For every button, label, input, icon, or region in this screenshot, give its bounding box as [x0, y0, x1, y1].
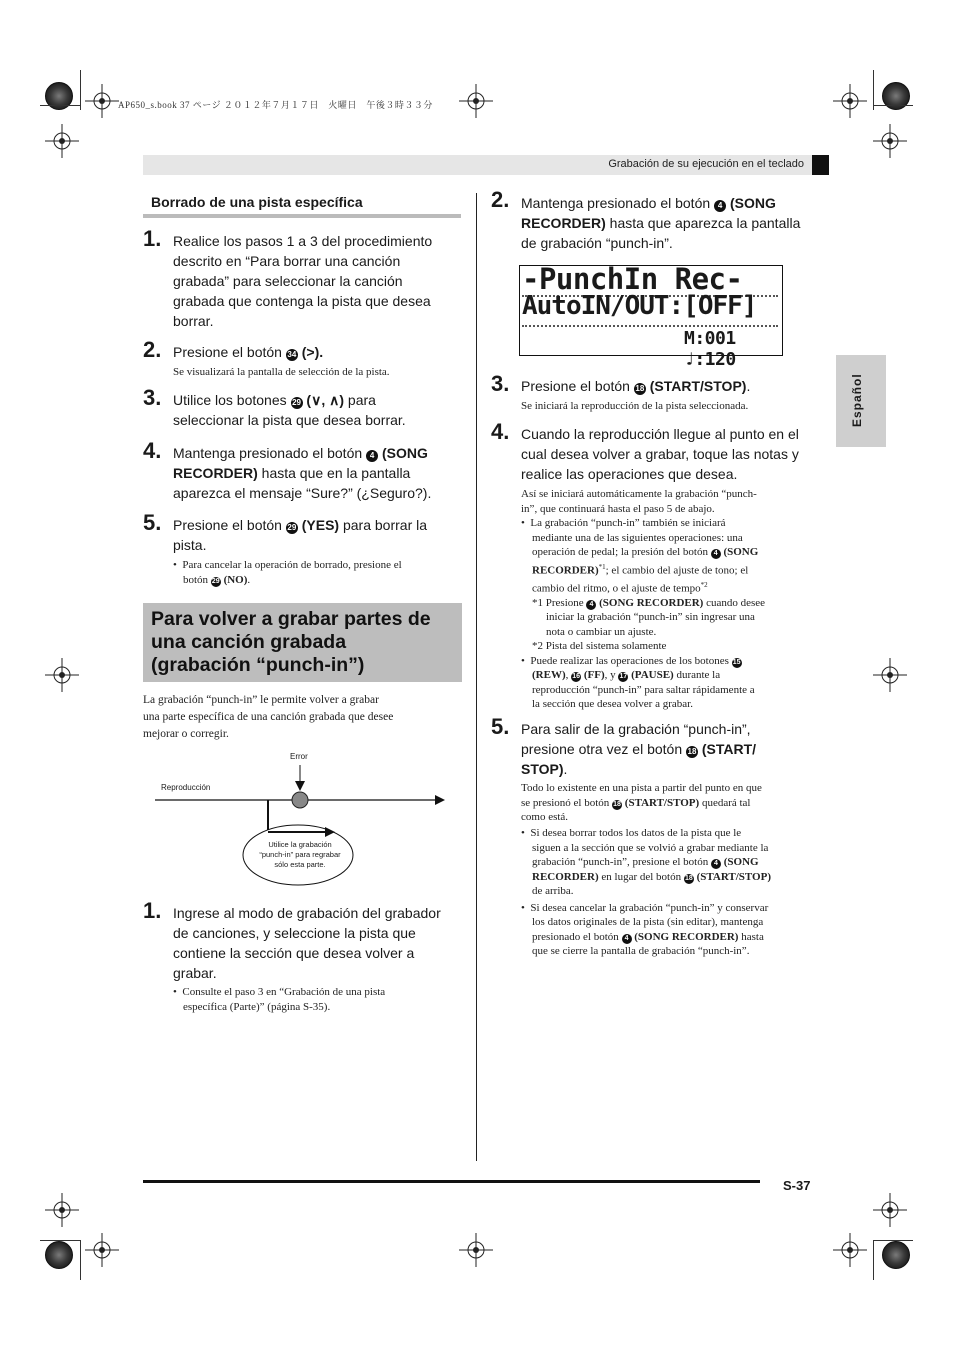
step-number: 3. — [143, 385, 162, 410]
button-number-icon: 4 — [711, 859, 721, 869]
crosshair-icon — [45, 124, 79, 158]
button-number-icon: 18 — [613, 800, 621, 808]
registration-disc — [45, 1241, 73, 1269]
step-text: Presione el botón 34 (>). — [173, 344, 324, 360]
button-number-icon: 15 — [732, 658, 741, 666]
crop-mark — [80, 1240, 81, 1280]
step-number: 4. — [491, 419, 510, 444]
chevron-down-icon: ∨ — [311, 392, 322, 408]
crosshair-icon — [85, 1233, 119, 1267]
crosshair-icon — [45, 1193, 79, 1227]
step-number: 1. — [143, 226, 162, 251]
registration-disc — [882, 1241, 910, 1269]
lcd-line-1: -PunchIn Rec- — [522, 262, 743, 296]
crosshair-icon — [45, 658, 79, 692]
crosshair-icon — [833, 1233, 867, 1267]
crop-mark — [873, 1240, 874, 1280]
crosshair-icon — [873, 658, 907, 692]
header-title: Grabación de su ejecución en el teclado — [608, 158, 804, 170]
button-number-icon: 29 — [287, 523, 297, 532]
button-number-icon: 17 — [619, 673, 628, 681]
step-number: 4. — [143, 438, 162, 463]
step-number: 2. — [143, 337, 162, 362]
chevron-up-icon: ∧ — [329, 392, 340, 408]
diagram-error-label: Error — [290, 752, 308, 761]
section-title: Borrado de una pista específica — [151, 194, 363, 210]
button-number-icon: 4 — [586, 600, 596, 610]
header-marker — [812, 155, 829, 175]
crosshair-icon — [873, 124, 907, 158]
intro-text: La grabación “punch-in” le permite volver a grabar una parte específica de una canción grabada que desee mejorar o corregir. — [143, 694, 394, 740]
button-number-icon: 29 — [292, 398, 301, 407]
chevron-right-icon: > — [306, 344, 315, 360]
crosshair-icon — [873, 1193, 907, 1227]
step-number: 5. — [491, 714, 510, 739]
button-number-icon: 4 — [714, 200, 726, 212]
step-text: Ingrese al modo de grabación del grabador de canciones, y seleccione la pista que contiene la sección que desea volver a grabar. — [173, 905, 441, 981]
step-text: Para salir de la grabación “punch-in”, presione otra vez el botón 18 (START/ STOP). — [521, 721, 757, 777]
lcd-display — [519, 262, 783, 370]
button-number-icon: 4 — [711, 549, 721, 559]
bullet-note: • La grabación “punch-in” también se iniciará mediante una de las siguientes operaciones: una operación de pedal; la presión del botón 4 (SONG RECORDER)$^{*1}$; el cambio del ajuste de tono; el cambio del ritmo, o el ajuste de tempo$^{*2}$ *1 Presione 4 (SONG RECORDER) cuando desee iniciar la grabación “punch-in” sin ingresar una nota o cambiar un ajuste. *2 Pista del sistema solamente • Puede realizar las operaciones de los botones 15 (REW), 16 (FF), y 17 (PAUSE) durante la reproducción “punch-in” para saltar rápidamente a la sección que desea volver a grabar. — [521, 517, 766, 711]
crosshair-icon — [833, 84, 867, 118]
step-number: 5. — [143, 510, 162, 535]
bullet-note: • Para cancelar la operación de borrado, presione el botón 29 (NO). — [173, 559, 402, 586]
step-number: 3. — [491, 371, 510, 396]
step-text: Utilice los botones 29 (∨, ∧) para seleccionar la pista que desea borrar. — [173, 392, 406, 428]
chapter-title: Para volver a grabar partes de una canción grabada (grabación “punch-in”) — [151, 608, 431, 676]
language-tab-label: Español — [850, 373, 864, 427]
chapter-title-box — [143, 603, 462, 682]
step-note: Todo lo existente en una pista a partir del punto en que se presionó el botón 18 (START/STOP) quedará tal como está. — [521, 782, 762, 823]
crop-mark — [873, 1240, 913, 1241]
crosshair-icon — [85, 84, 119, 118]
step-note: Se iniciará la reproducción de la pista seleccionada. — [521, 400, 749, 412]
step-text: Presione el botón 29 (YES) para borrar la pista. — [173, 517, 428, 553]
button-number-icon: 18 — [635, 384, 645, 393]
diagram-bubble-text: Utilice la grabación “punch-in” para regrabar sólo esta parte. — [259, 840, 341, 869]
step-number: 2. — [491, 187, 510, 212]
button-number-icon: 34 — [287, 350, 297, 359]
button-number-icon: 4 — [366, 450, 378, 462]
lcd-line-2: AutoIN/OUT:[OFF] — [522, 291, 757, 321]
print-info: AP650_s.book 37 ページ ２０１２年７月１７日 火曜日 午後３時３３分 — [118, 100, 433, 110]
crosshair-icon — [459, 1233, 493, 1267]
crop-mark — [873, 105, 913, 106]
crop-mark — [40, 105, 80, 106]
bullet-note: • Si desea borrar todos los datos de la pista que le siguen a la sección que se volvió a grabar mediante la grabación “punch-in”, presione el botón 4 (SONG RECORDER) en lugar del botón 18 (START/STOP) de arriba. • Si desea cancelar la grabación “punch-in” y conservar los datos originales de la pista (sin editar), mantenga presionado el botón 4 (SONG RECORDER) hasta que se cierre la pantalla de grabación “punch-in”. — [521, 827, 771, 957]
page-number: S-37 — [783, 1178, 811, 1193]
footer-rule — [143, 1180, 760, 1183]
button-number-icon: 18 — [687, 747, 697, 756]
step-number: 1. — [143, 898, 162, 923]
step-text: Mantenga presionado el botón 4 (SONG RECORDER) hasta que en la pantalla aparezca el mensaje “Sure?” (¿Seguro?). — [173, 445, 432, 501]
crop-mark — [873, 70, 874, 110]
button-number-icon: 16 — [572, 673, 580, 681]
diagram-playback-label: Reproducción — [161, 783, 211, 792]
step-text: Mantenga presionado el botón 4 (SONG RECORDER) hasta que aparezca la pantalla de grabación “punch-in”. — [521, 195, 801, 251]
step-text: Realice los pasos 1 a 3 del procedimiento descrito en “Para borrar una canción grabada” para seleccionar la canción grabada que contenga la pista que desea borrar. — [173, 233, 433, 329]
step-note: Así se iniciará automáticamente la grabación “punch- in”, que continuará hasta el paso 5 de abajo. — [521, 488, 757, 515]
step-text: Presione el botón 18 (START/STOP). — [521, 378, 751, 394]
crop-mark — [80, 70, 81, 110]
section-rule — [143, 214, 461, 218]
button-number-icon: 4 — [622, 934, 632, 944]
button-number-icon: 29 — [211, 577, 220, 585]
crosshair-icon — [459, 84, 493, 118]
lcd-line-3: M:001 ♩:120 — [684, 328, 736, 370]
button-number-icon: 18 — [684, 874, 693, 882]
language-tab — [836, 355, 886, 447]
bullet-note: • Consulte el paso 3 en “Grabación de una pista específica (Parte)” (página S-35). — [173, 986, 386, 1013]
crop-mark — [40, 1240, 80, 1241]
step-text: Cuando la reproducción llegue al punto en el cual desea volver a grabar, toque las notas y realice las operaciones que desea. — [521, 426, 799, 482]
column-divider — [476, 193, 477, 1161]
step-note: Se visualizará la pantalla de selección de la pista. — [173, 366, 390, 378]
